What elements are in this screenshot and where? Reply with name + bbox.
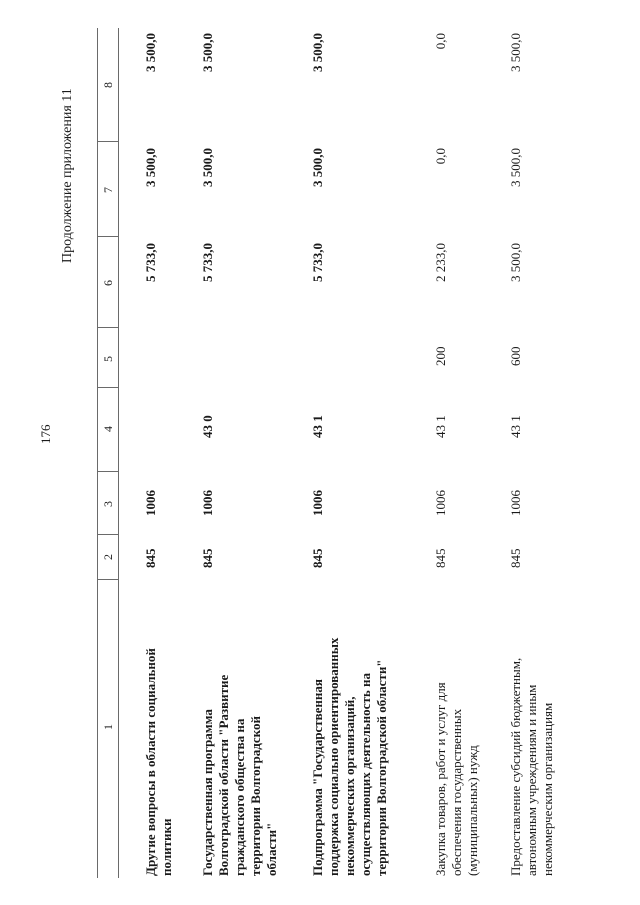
row-4-name: Закупка товаров, работ и услуг для обеспечения государственных (муниципальных) нужд [433,682,480,876]
row-2-name: Государственная программа Волгоградской области "Развитие гражданского общества на территории Волгоградской области" [200,674,279,876]
row-5-c4: 43 1 [508,415,523,438]
row-4-c7: 0,0 [433,148,448,165]
col-sep-7 [97,141,119,142]
row-1-c2: 845 [143,548,158,568]
row-4-c5: 200 [433,346,448,366]
row-4-c6: 2 233,0 [433,243,448,282]
row-3-c2: 845 [310,548,325,568]
row-1-c8: 3 500,0 [143,33,158,72]
row-5-name: Предоставление субсидий бюджетным, автономным учреждениям и иным некоммерческим организациям [508,657,555,876]
row-2-c3: 1006 [200,490,215,516]
row-2-c8: 3 500,0 [200,33,215,72]
row-2-c6: 5 733,0 [200,243,215,282]
row-5-c7: 3 500,0 [508,148,523,187]
header-col-8: 8 [101,82,115,88]
row-4-c2: 845 [433,548,448,568]
col-sep-2 [97,534,119,535]
header-col-2: 2 [101,554,115,560]
row-5-c5: 600 [508,346,523,366]
row-1-c6: 5 733,0 [143,243,158,282]
continuation-caption: Продолжение приложения 11 [60,88,75,263]
row-4-c3: 1006 [433,490,448,516]
row-2-c2: 845 [200,548,215,568]
col-sep-5 [97,327,119,328]
row-3-c3: 1006 [310,490,325,516]
header-col-1: 1 [101,724,115,730]
page-number: 176 [38,424,53,444]
header-rule-bottom [118,28,119,878]
row-4-c8: 0,0 [433,33,448,50]
row-2-c4: 43 0 [200,415,215,438]
row-2-c7: 3 500,0 [200,148,215,187]
rotated-table-page [0,18,640,878]
header-col-5: 5 [101,356,115,362]
row-1-c7: 3 500,0 [143,148,158,187]
header-col-3: 3 [101,501,115,507]
row-5-c3: 1006 [508,490,523,516]
row-1-c3: 1006 [143,490,158,516]
row-3-c4: 43 1 [310,415,325,438]
header-col-7: 7 [101,187,115,193]
col-sep-4 [97,387,119,388]
header-rule-top [97,28,98,878]
row-3-name: Подпрограмма "Государственная поддержка социально ориентированных некоммерческих организаций, осуществляющих деятельность на территории Волгоградской области" [310,637,389,876]
header-col-6: 6 [101,280,115,286]
row-5-c6: 3 500,0 [508,243,523,282]
row-3-c7: 3 500,0 [310,148,325,187]
row-5-c8: 3 500,0 [508,33,523,72]
row-4-c4: 43 1 [433,415,448,438]
row-5-c2: 845 [508,548,523,568]
col-sep-1 [97,579,119,580]
header-col-4: 4 [101,426,115,432]
col-sep-6 [97,236,119,237]
row-3-c8: 3 500,0 [310,33,325,72]
row-3-c6: 5 733,0 [310,243,325,282]
row-1-name: Другие вопросы в области социальной политики [143,648,174,876]
col-sep-3 [97,471,119,472]
